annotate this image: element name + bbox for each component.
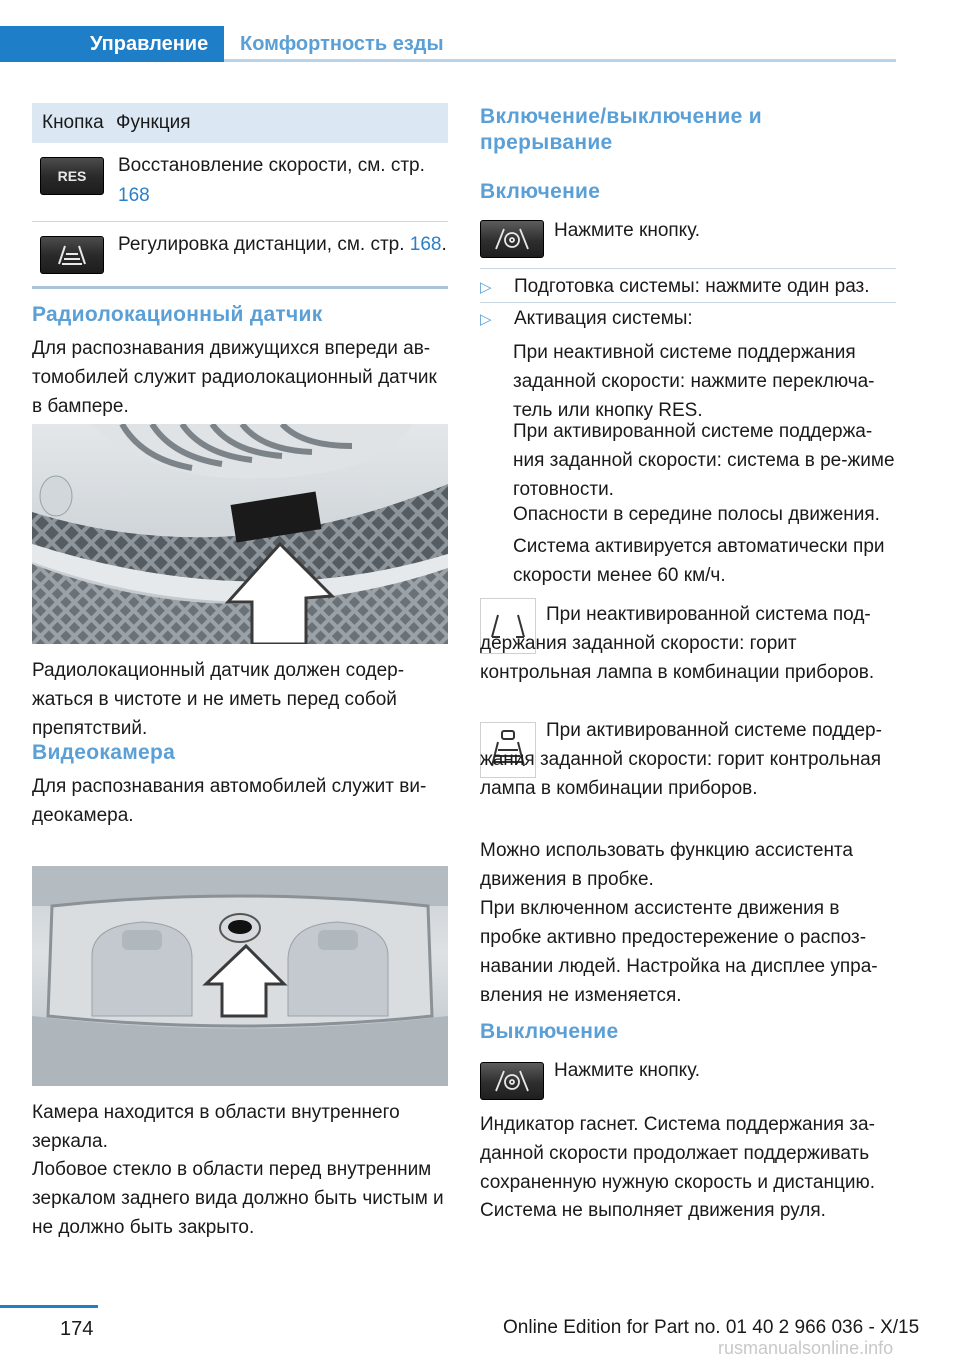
switch-off-text-2: Система не выполняет движения руля. [480,1200,826,1221]
bullet-triangle-icon: ▷ [480,279,492,296]
table-cell-function: Регулировка дистанции, см. стр. 168. [118,234,447,255]
radar-caption: Радиолокационный датчик должен содер-жаться в чистоте и не иметь перед собой препятствий. [32,660,405,739]
camera-caption-2: Лобовое стекло в области перед внутренним зеркалом заднего вида должно быть чистым и не должно быть закрыто. [32,1159,444,1238]
watermark: rusmanualsonline.info [718,1338,894,1358]
assist-button-icon [480,220,544,258]
table-cell-function: Восстановление скорости, см. стр. 168 [118,155,425,206]
page-number: 174 [60,1318,94,1340]
assist-text: Можно использовать функцию ассистента движения в пробке. [480,840,853,890]
camera-caption-1: Камера находится в области внутреннего зеркала. [32,1102,400,1152]
camera-text: Для распознавания автомобилей служит ви-деокамера. [32,776,427,826]
press-button-text-2: Нажмите кнопку. [554,1060,701,1081]
camera-section-title: Видеокамера [32,741,176,764]
table-header-function: Функция [116,112,191,133]
bullet-2-para-4: Система активируется автоматически при скорости менее 60 км/ч. [513,536,885,586]
page-header [0,26,960,62]
table-row [32,222,448,289]
distance-button-icon [40,236,104,274]
radar-section-title: Радиолокационный датчик [32,303,323,326]
list-item: ▷ Подготовка системы: нажмите один раз. [480,272,896,302]
radar-sensor-photo [32,424,448,644]
list-item: ▷ Активация системы: [480,304,896,334]
indicator-2-text: При активированной системе поддер-жания заданной скорости: горит контрольная лампа в комбинации приборов. [480,720,882,799]
press-button-text: Нажмите кнопку. [554,220,701,241]
footer-line [0,1305,98,1308]
camera-photo [32,866,448,1086]
table-row [32,143,448,222]
bullet-2-para-1: При неактивной системе поддержания заданной скорости: нажмите переключа-тель или кнопку RES. [513,342,875,421]
switch-off-title: Выключение [480,1020,619,1043]
button-function-table [32,103,448,289]
header-divider [224,59,896,62]
divider [480,302,896,303]
header-tab[interactable]: Комфортность езды [240,33,444,55]
on-off-section-title: Включение/выключение и прерывание [480,105,762,154]
bullet-2-para-3: Опасности в середине полосы движения. [513,504,880,525]
divider [480,268,896,269]
res-button-icon: RES [40,157,104,195]
header-tab-active[interactable]: Управление [0,26,224,62]
bullet-triangle-icon: ▷ [480,311,492,328]
left-column [32,103,448,289]
page-link-168[interactable]: 168 [118,185,150,206]
assist-text-2: При включенном ассистенте движения в пробке активно предостережение о распоз-навании людей. Настройка на дисплее упра-вления не изменяется. [480,898,878,1006]
switch-on-title: Включение [480,180,601,203]
switch-off-text: Индикатор гаснет. Система поддержания за-данной скорости продолжает поддерживать сохраненную нужную скорость и дистанцию. [480,1114,875,1193]
assist-button-icon [480,1062,544,1100]
page-link-168[interactable]: 168 [409,234,442,255]
bullet-2-para-2: При активированной системе поддержа-ния заданной скорости: система в ре-жиме готовности. [513,421,895,500]
edition-text: Online Edition for Part no. 01 40 2 966 036 - X/15 [503,1317,920,1338]
table-header-button: Кнопка [42,112,104,133]
indicator-1-text: При неактивированной система под-держания заданной скорости: горит контрольная лампа в комбинации приборов. [480,604,875,683]
table-header [32,103,448,143]
radar-text: Для распознавания движущихся впереди ав-томобилей служит радиолокационный датчик в бампере. [32,338,437,417]
